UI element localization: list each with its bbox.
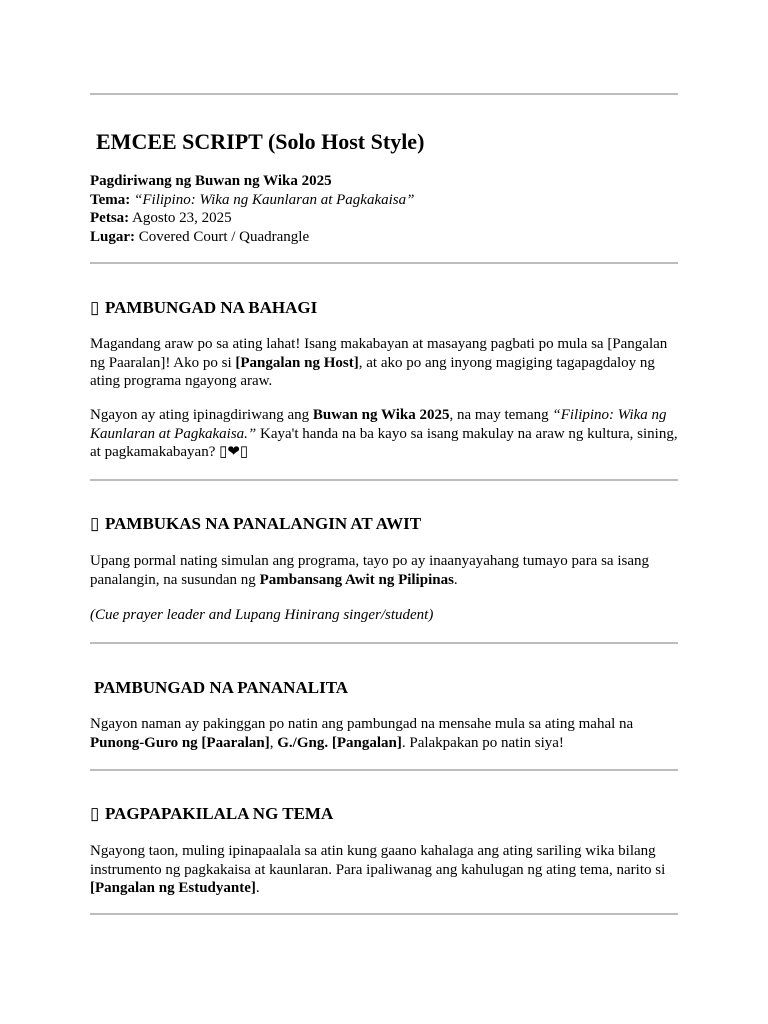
horizontal-rule xyxy=(90,262,678,264)
heart-emoji-icon: ▯❤▯ xyxy=(219,444,249,460)
section-heading-panalangin: ▯ PAMBUKAS NA PANALANGIN AT AWIT xyxy=(90,514,422,533)
section-heading-pambungad: ▯ PAMBUNGAD NA BAHAGI xyxy=(90,298,318,317)
theme-value: “Filipino: Wika ng Kaunlaran at Pagkakaisa” xyxy=(134,191,415,208)
event-theme xyxy=(90,191,414,210)
cue-note: (Cue prayer leader and Lupang Hinirang singer/student) xyxy=(90,607,434,623)
section-heading-tema: ▯ PAGPAPAKILALA NG TEMA xyxy=(90,804,334,823)
horizontal-rule xyxy=(90,913,678,915)
document-title: EMCEE SCRIPT (Solo Host Style) xyxy=(96,129,425,154)
emoji-icon: ▯ xyxy=(90,804,100,823)
paragraph-prayer: Upang pormal nating simulan ang programa, tayo po ay inaanyayahang tumayo para sa isang panalangin, na susundan ng Pambansang Awit ng Pilipinas. xyxy=(90,553,649,588)
event-name: Pagdiriwang ng Buwan ng Wika 2025 xyxy=(90,173,332,189)
paragraph-opening-remarks: Ngayon naman ay pakinggan po natin ang pambungad na mensahe mula sa ating mahal na Punong-Guro ng [Paaralan], G./Gng. [Pangalan]. Palakpakan po natin siya! xyxy=(90,716,634,751)
horizontal-rule xyxy=(90,93,678,95)
venue-value: Covered Court / Quadrangle xyxy=(138,228,310,245)
paragraph-theme-introduction: Ngayong taon, muling ipinapaalala sa atin kung gaano kahalaga ang ating sariling wika bilang instrumento ng pagkakaisa at kaunlaran. Para ipaliwanag ang kahulugan ng ating tema, narito si [Pangalan ng Estudyante]. xyxy=(90,843,666,896)
horizontal-rule xyxy=(90,769,678,771)
horizontal-rule xyxy=(90,479,678,481)
event-details xyxy=(90,172,414,246)
horizontal-rule xyxy=(90,642,678,644)
event-date xyxy=(90,209,414,228)
paragraph-greeting: Magandang araw po sa ating lahat! Isang makabayan at masayang pagbati po mula sa [Pangalan ng Paaralan]! Ako po si [Pangalan ng Host], at ako po ang inyong magiging tagapagdaloy ng ating programa ngayong araw. xyxy=(90,336,668,389)
venue-label: Lugar: xyxy=(90,228,135,245)
date-value: Agosto 23, 2025 xyxy=(132,210,232,226)
section-heading-pananalita: PAMBUNGAD NA PANANALITA xyxy=(94,678,349,697)
emoji-icon: ▯ xyxy=(90,514,100,533)
paragraph-theme-intro: Ngayon ay ating ipinagdiriwang ang Buwan ng Wika 2025, na may temang “Filipino: Wika ng Kaunlaran at Pagkakaisa.” Kaya't handa na ba kayo sa isang makulay na araw ng kultura, sining, at pagkamakabayan? ▯❤▯ xyxy=(90,407,678,460)
theme-label: Tema: xyxy=(90,191,131,208)
date-label: Petsa: xyxy=(90,210,130,226)
event-venue xyxy=(90,228,414,247)
emoji-icon: ▯ xyxy=(90,298,100,317)
